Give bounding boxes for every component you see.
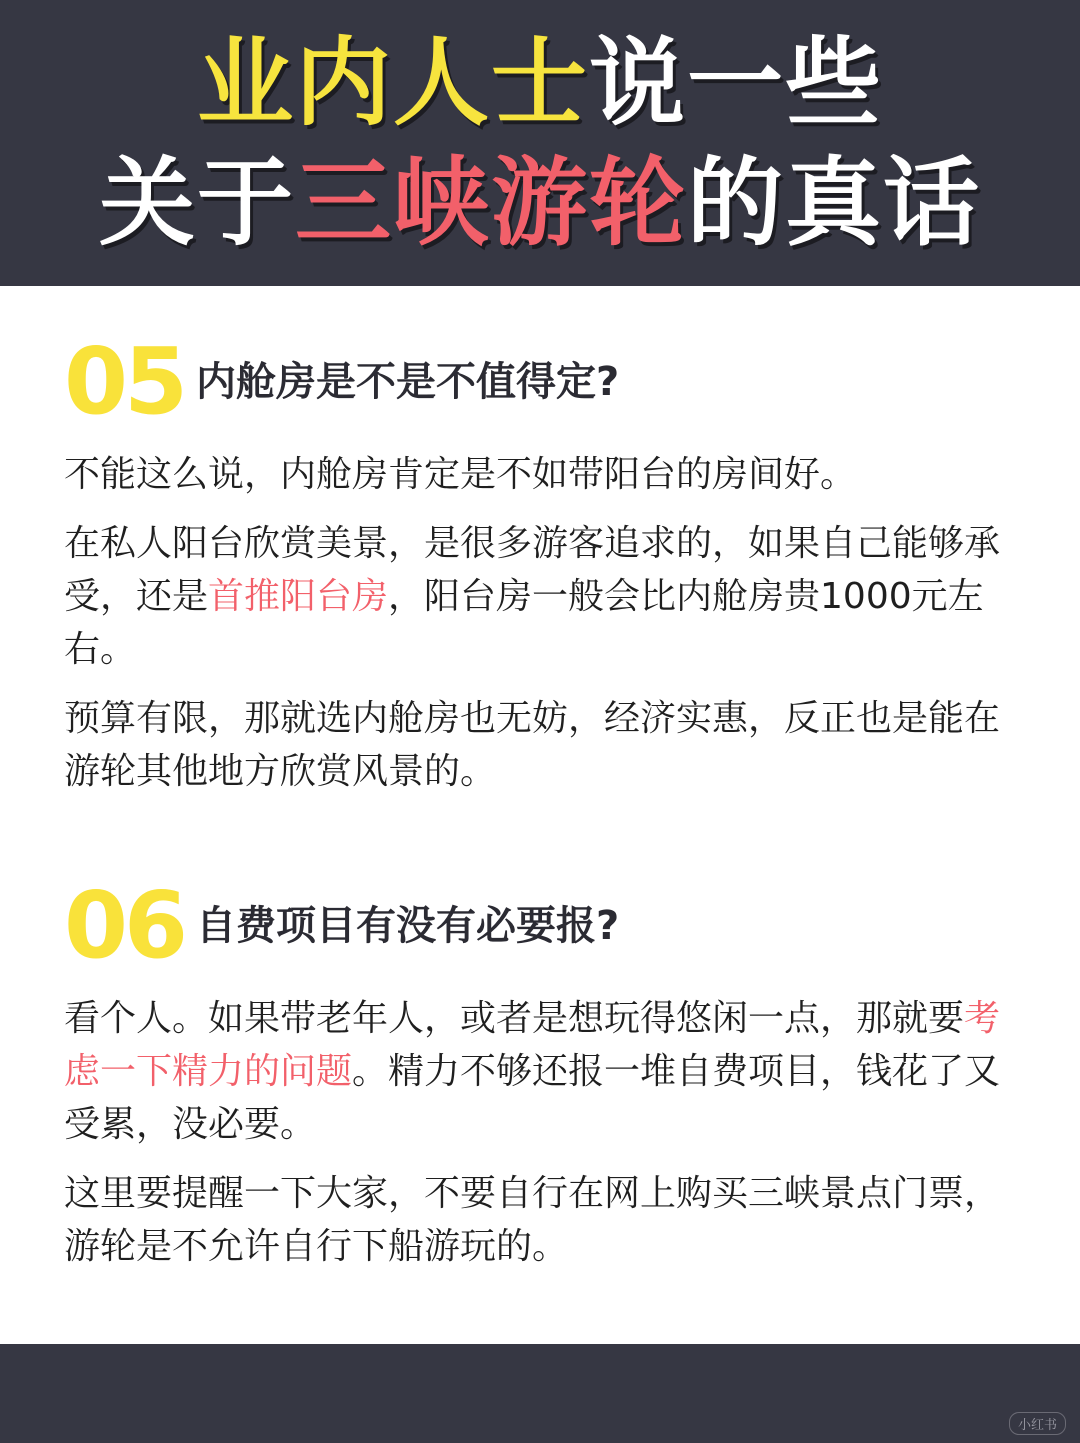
highlight-text: 考虑一下精力的问题 [64,998,1001,1092]
paragraph [64,1167,1024,1273]
highlight-text: 首推阳台房 [208,576,389,617]
footer-band [0,1344,1080,1443]
title-segment: 业内人士 [197,27,589,139]
paragraph [64,692,1024,798]
header-banner [0,0,1080,286]
text-run: 在私人阳台欣赏美景，是很多游客追求的，如果自己能够承受，还是 [64,523,1001,617]
text-run: 预算有限，那就选内舱房也无妨，经济实惠，反正也是能在游轮其他地方欣赏风景的。 [64,698,1001,792]
title-segment: 关于 [99,147,295,259]
text-run: 。精力不够还报一堆自费项目，钱花了又受累，没必要。 [64,1051,1001,1145]
paragraph [64,517,1024,676]
section-heading [64,872,1024,979]
watermark: 小红书 [1009,1412,1066,1435]
section-heading [64,328,1024,435]
text-run: 这里要提醒一下大家，不要自行在网上购买三峡景点门票，游轮是不允许自行下船游玩的。 [64,1173,1001,1267]
section-06 [64,872,1024,1273]
section-title: 自费项目有没有必要报? [196,903,620,949]
section-number: 05 [64,328,185,435]
title-segment: 的真话 [687,147,981,259]
title-line-2 [0,148,1080,258]
text-run: ，阳台房一般会比内舱房贵1000元左右。 [64,576,984,670]
paragraph [64,448,1024,501]
text-run: 不能这么说，内舱房肯定是不如带阳台的房间好。 [64,454,857,495]
section-05 [64,328,1024,798]
paragraph [64,992,1024,1151]
title-segment: 说一些 [589,27,883,139]
text-run: 看个人。如果带老年人，或者是想玩得悠闲一点，那就要 [64,998,965,1039]
section-title: 内舱房是不是不值得定? [196,359,620,405]
section-number: 06 [64,872,185,979]
title-line-1 [0,28,1080,138]
title-segment: 三峡游轮 [295,147,687,259]
